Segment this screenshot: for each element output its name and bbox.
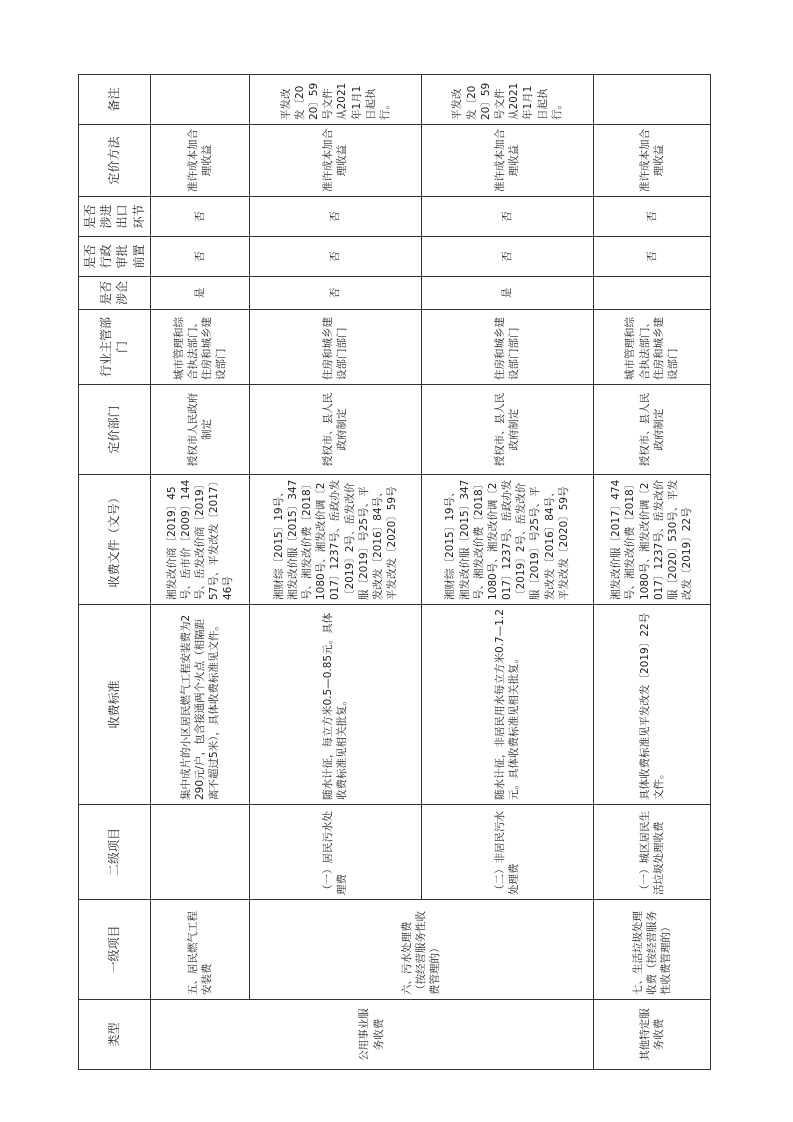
- level1-gas: 五、居民燃气工程安装费: [150, 900, 249, 1000]
- enterprise-sewage-res: 否: [250, 277, 422, 310]
- import-export-sewage-res: 否: [250, 197, 422, 237]
- note-garbage: [593, 75, 710, 125]
- category-public: 公用事业服务收费: [150, 1000, 593, 1070]
- docs-sewage-res: 湘财综〔2015〕19号、湘发改价服〔2015〕347号、湘发改价费〔2018〕1080号、湘发改价调〔2017〕1237号、岳政办发〔2019〕2号、岳发改价服〔2019〕号25号、平发改发〔2016〕84号、平发改发〔2020〕59号: [250, 475, 422, 605]
- note-sewage-nonres: 平发改发〔2020〕59号文件从2021年1月1日起执行。: [421, 75, 593, 125]
- table-row: [150, 75, 249, 1070]
- level2-sewage-nonres: （二）非居民污水处理费: [421, 805, 593, 900]
- dept-garbage: 授权市、县人民政府制定: [593, 385, 710, 475]
- level2-gas-empty: [150, 805, 249, 900]
- method-sewage-nonres: 准许成本加合理收益: [421, 125, 593, 197]
- fee-table: [78, 74, 711, 1070]
- table-row: [593, 75, 710, 1070]
- enterprise-garbage: [593, 277, 710, 310]
- approval-gas: 否: [150, 237, 249, 277]
- header-level2: 二级项目: [79, 805, 151, 900]
- method-gas: 准许成本加合理收益: [150, 125, 249, 197]
- standard-gas: 集中成片的小区居民燃气工程安装费为2290元/户，包含接通两个火点（相隔距离不超过5米），具体收费标准见文件。: [150, 605, 249, 805]
- dept-sewage-nonres: 授权市、县人民政府制定: [421, 385, 593, 475]
- header-standard: 收费标准: [79, 605, 151, 805]
- header-note: 备注: [79, 75, 151, 125]
- standard-sewage-nonres: 随水计征，非居民用水每立方米0.7—1.2元。具体收费标准见相关批复。: [421, 605, 593, 805]
- docs-sewage-nonres: 湘财综〔2015〕19号、湘发改价服〔2015〕347号、湘发改价费〔2018〕1080号、湘发改价调〔2017〕1237号、岳政办发〔2019〕2号、岳发改价服〔2019〕号25号、平发改发〔2016〕84号、平发改发〔2020〕59号: [421, 475, 593, 605]
- method-garbage: 准许成本加合理收益: [593, 125, 710, 197]
- header-level1: 一级项目: [79, 900, 151, 1000]
- approval-sewage-nonres: 否: [421, 237, 593, 277]
- approval-sewage-res: 否: [250, 237, 422, 277]
- level1-garbage: 七、生活垃圾处理收费（按经营服务性收费管理的）: [593, 900, 710, 1000]
- header-docs: 收费文件（文号）: [79, 475, 151, 605]
- docs-gas: 湘发改价商〔2019〕45号、岳市价〔2009〕144号、岳发改价商〔2019〕57号、平发改发〔2017〕46号: [150, 475, 249, 605]
- header-row: [79, 75, 151, 1070]
- note-sewage-res: 平发改发〔2020〕59号文件从2021年1月1日起执行。: [250, 75, 422, 125]
- header-pricing-dept: 定价部门: [79, 385, 151, 475]
- import-export-sewage-nonres: 否: [421, 197, 593, 237]
- standard-sewage-res: 随水计征，每立方米0.5—0.85元。具体收费标准见相关批复。: [250, 605, 422, 805]
- docs-garbage: 湘发改价服〔2017〕474号、湘发改价费〔2018〕1080号、湘发改价调〔2017〕1237号、岳发改价服〔2020〕530号、平发改发〔2019〕22号: [593, 475, 710, 605]
- dept-sewage-res: 授权市、县人民政府制定: [250, 385, 422, 475]
- enterprise-gas: 是: [150, 277, 249, 310]
- authority-sewage-nonres: 住房和城乡建设部门部门: [421, 310, 593, 385]
- header-approval: 是否行政审批前置: [79, 237, 151, 277]
- level2-garbage: （一）城区居民生活垃圾处理收费: [593, 805, 710, 900]
- approval-garbage: 否: [593, 237, 710, 277]
- import-export-garbage: 否: [593, 197, 710, 237]
- header-import-export: 是否涉进出口环节: [79, 197, 151, 237]
- header-authority: 行业主管部门: [79, 310, 151, 385]
- dept-gas: 授权市人民政府制定: [150, 385, 249, 475]
- authority-gas: 城市管理和综合执法部门、住房和城乡建设部门: [150, 310, 249, 385]
- level1-sewage: 六、污水处理费（按经营服务性收费管理的）: [250, 900, 593, 1000]
- authority-garbage: 城市管理和综合执法部门、住房和城乡建设部门: [593, 310, 710, 385]
- header-enterprise: 是否涉企: [79, 277, 151, 310]
- table-row: [250, 75, 422, 1070]
- authority-sewage-res: 住房和城乡建设部门部门: [250, 310, 422, 385]
- standard-garbage: 具体收费标准见平发改发〔2019〕22号文件。: [593, 605, 710, 805]
- header-method: 定价方法: [79, 125, 151, 197]
- header-category: 类型: [79, 1000, 151, 1070]
- note-gas: [150, 75, 249, 125]
- fee-table-rotated: [78, 75, 711, 1070]
- level2-sewage-res: （一）居民污水处理费: [250, 805, 422, 900]
- import-export-gas: 否: [150, 197, 249, 237]
- category-other: 其他特定服务收费: [593, 1000, 710, 1070]
- enterprise-sewage-nonres: 是: [421, 277, 593, 310]
- method-sewage-res: 准许成本加合理收益: [250, 125, 422, 197]
